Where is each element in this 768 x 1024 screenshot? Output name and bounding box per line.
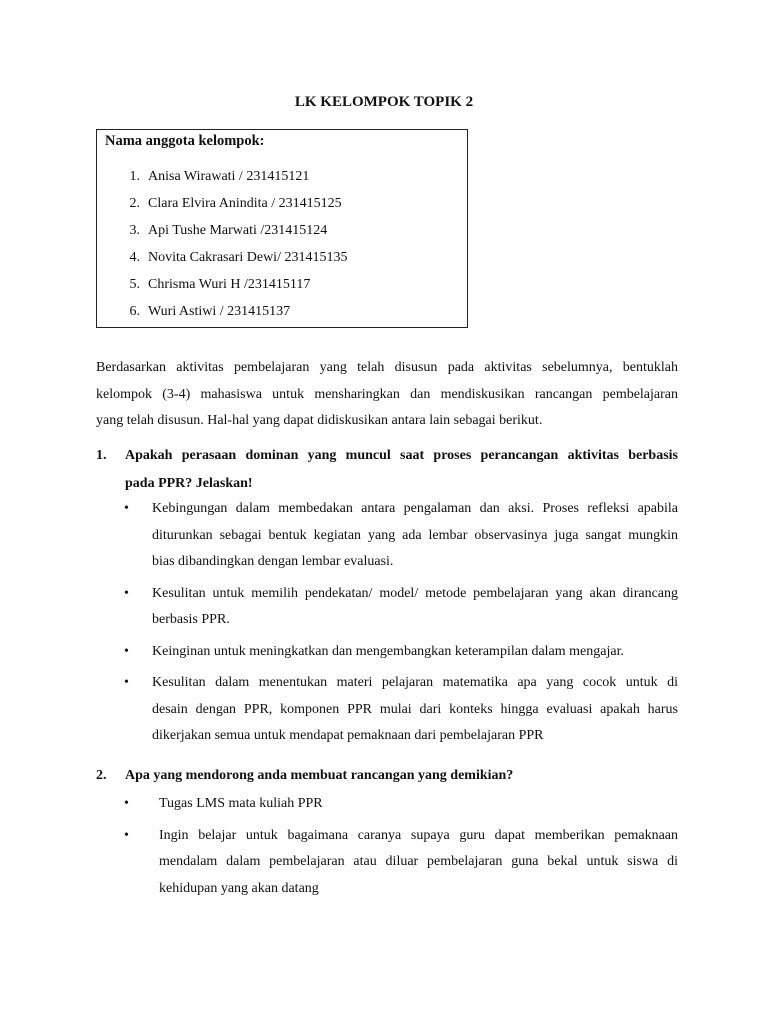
answer-line: diturunkan sebagai bentuk kegiatan yang ada lembar observasinya juga sangat mungkin	[152, 527, 678, 543]
member-name: Clara Elvira Anindita / 231415125	[148, 196, 342, 211]
bullet-icon: •	[124, 585, 129, 601]
list-number: 4.	[129, 250, 140, 265]
intro-line: Berdasarkan aktivitas pembelajaran yang telah disusun pada aktivitas sebelumnya, bentuklah	[96, 360, 678, 375]
bullet-icon: •	[124, 643, 129, 659]
intro-line: kelompok (3-4) mahasiswa untuk mensharingkan dan mendiskusikan rancangan pembelajaran	[96, 386, 678, 402]
member-name: Chrisma Wuri H /231415117	[148, 277, 311, 292]
answer-line: Tugas LMS mata kuliah PPR	[159, 796, 323, 811]
question-2	[96, 762, 678, 790]
list-item	[96, 670, 678, 750]
members-box	[96, 129, 468, 328]
bullet-icon: •	[124, 675, 129, 690]
list-item	[96, 823, 678, 903]
list-number: 2.	[129, 196, 140, 211]
question-line: pada PPR? Jelaskan!	[125, 476, 253, 491]
intro-line: yang telah disusun. Hal-hal yang dapat didiskusikan antara lain sebagai berikut.	[96, 413, 543, 428]
answer-line: desain dengan PPR, komponen PPR mulai dari konteks hingga evaluasi apakah harus	[152, 701, 678, 717]
question-line: Apa yang mendorong anda membuat rancangan yang demikian?	[125, 768, 514, 783]
answer-line: mendalam dalam pembelajaran atau diluar pembelajaran guna bekal untuk siswa di	[159, 854, 678, 869]
answer-line: dikerjakan semua untuk mendapat pemaknaan dari pembelajaran PPR	[152, 728, 544, 743]
answer-line: Kebingungan dalam membedakan antara pengalaman dan aksi. Proses refleksi apabila	[152, 501, 678, 516]
member-name: Api Tushe Marwati /231415124	[148, 223, 328, 238]
list-number: 1.	[129, 169, 140, 184]
member-name: Anisa Wirawati / 231415121	[148, 169, 310, 184]
answer-line: Kesulitan dalam menentukan materi pelajaran matematika apa yang cocok untuk di	[152, 675, 678, 690]
list-item	[96, 639, 678, 666]
list-number: 6.	[129, 304, 140, 319]
member-name: Wuri Astiwi / 231415137	[148, 304, 291, 319]
question-1-answers	[96, 496, 678, 755]
question-1	[96, 442, 678, 498]
answer-line: Ingin belajar untuk bagaimana caranya supaya guru dapat memberikan pemaknaan	[159, 827, 678, 843]
page-title: LK KELOMPOK TOPIK 2	[294, 94, 474, 110]
answer-line: kehidupan yang akan datang	[159, 880, 319, 896]
question-2-answers	[96, 791, 678, 907]
list-item	[96, 581, 678, 634]
answer-line: berbasis PPR.	[152, 612, 230, 627]
member-name: Novita Cakrasari Dewi/ 231415135	[148, 250, 348, 265]
answer-line: bias dibandingkan dengan lembar evaluasi.	[152, 554, 394, 569]
list-number: 5.	[129, 277, 140, 292]
bullet-icon: •	[124, 796, 129, 811]
question-number: 2.	[96, 768, 107, 783]
intro-paragraph	[96, 355, 678, 435]
bullet-icon: •	[124, 501, 129, 516]
list-item	[96, 496, 678, 576]
bullet-icon: •	[124, 827, 129, 843]
answer-line: Keinginan untuk meningkatkan dan mengembangkan keterampilan dalam mengajar.	[152, 643, 624, 659]
list-number: 3.	[129, 223, 140, 238]
question-number: 1.	[96, 448, 107, 463]
question-line: Apakah perasaan dominan yang muncul saat proses perancangan aktivitas berbasis	[125, 448, 678, 463]
members-heading: Nama anggota kelompok:	[105, 133, 265, 149]
answer-line: Kesulitan untuk memilih pendekatan/ model/ metode pembelajaran yang akan dirancang	[152, 585, 678, 601]
list-item	[96, 791, 678, 818]
